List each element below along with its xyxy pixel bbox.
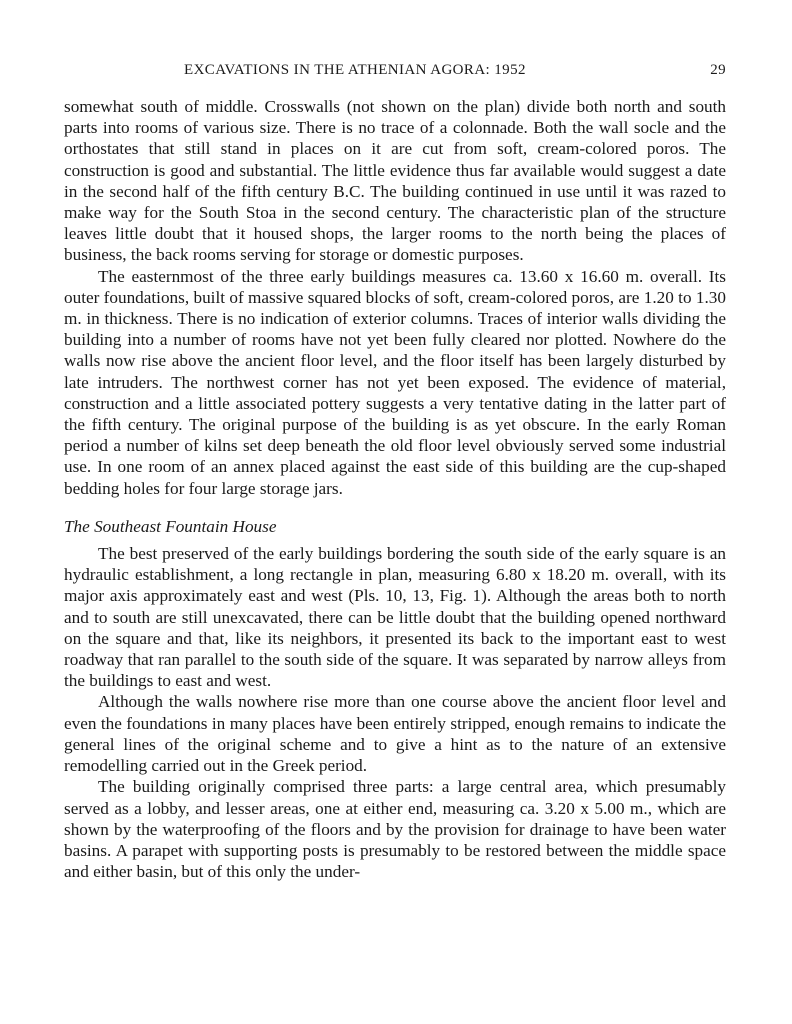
paragraph: somewhat south of middle. Crosswalls (not shown on the plan) divide both north and south parts into rooms of various size. There is no trace of a colonnade. Both the wall socle and the orthostates that still stand in places on it are cut from soft, cream-colored poros. The construction is good and substantial. The little evidence thus far available would suggest a date in the second half of the fifth century B.C. The building continued in use until it was razed to make way for the South Stoa in the second century. The characteristic plan of the structure leaves little doubt that it housed shops, the larger rooms to the north being the places of business, the back rooms serving for storage or domestic purposes.	[64, 97, 726, 265]
page-number: 29	[710, 62, 726, 78]
paragraph: The building originally comprised three parts: a large central area, which presumably served as a lobby, and lesser areas, one at either end, measuring ca. 3.20 x 5.00 m., which are shown by the waterproofing of the floors and by the provision for drainage to have been water basins. A parapet with supporting posts is presumably to be restored between the middle space and either basin, but of this only the under-	[64, 777, 726, 882]
paragraph: The easternmost of the three early buildings measures ca. 13.60 x 16.60 m. overall. Its outer foundations, built of massive squared blocks of soft, cream-colored poros, are 1.20 to 1.30 m. in thickness. There is no indication of exterior columns. Traces of interior walls dividing the building into a number of rooms have not yet been fully cleared nor plotted. Nowhere do the walls now rise above the ancient floor level, and the floor itself has been largely disturbed by late intruders. The northwest corner has not yet been exposed. The evidence of material, construction and a little associated pottery suggests a very tentative dating in the latter part of the fifth century. The original purpose of the building is as yet obscure. In the early Roman period a number of kilns set deep beneath the old floor level obviously served some industrial use. In one room of an annex placed against the east side of this building are the cup-shaped bedding holes for four large storage jars.	[64, 266, 726, 498]
running-header	[64, 58, 726, 84]
running-title: EXCAVATIONS IN THE ATHENIAN AGORA: 1952	[184, 62, 526, 78]
document-page	[64, 58, 726, 882]
paragraph: The best preserved of the early buildings bordering the south side of the early square is an hydraulic establishment, a long rectangle in plan, measuring 6.80 x 18.20 m. overall, with its major axis approximately east and west (Pls. 10, 13, Fig. 1). Although the areas both to north and to south are still unexcavated, there can be little doubt that the building opened northward on the square and that, like its neighbors, it presented its back to the important east to west roadway that ran parallel to the south side of the square. It was separated by narrow alleys from the buildings to east and west.	[64, 544, 726, 691]
body-text	[64, 96, 726, 882]
paragraph: Although the walls nowhere rise more than one course above the ancient floor level and even the foundations in many places have been entirely stripped, enough remains to indicate the general lines of the original scheme and to give a hint as to the nature of an extensive remodelling carried out in the Greek period.	[64, 692, 726, 776]
section-heading: The Southeast Fountain House	[64, 516, 277, 536]
